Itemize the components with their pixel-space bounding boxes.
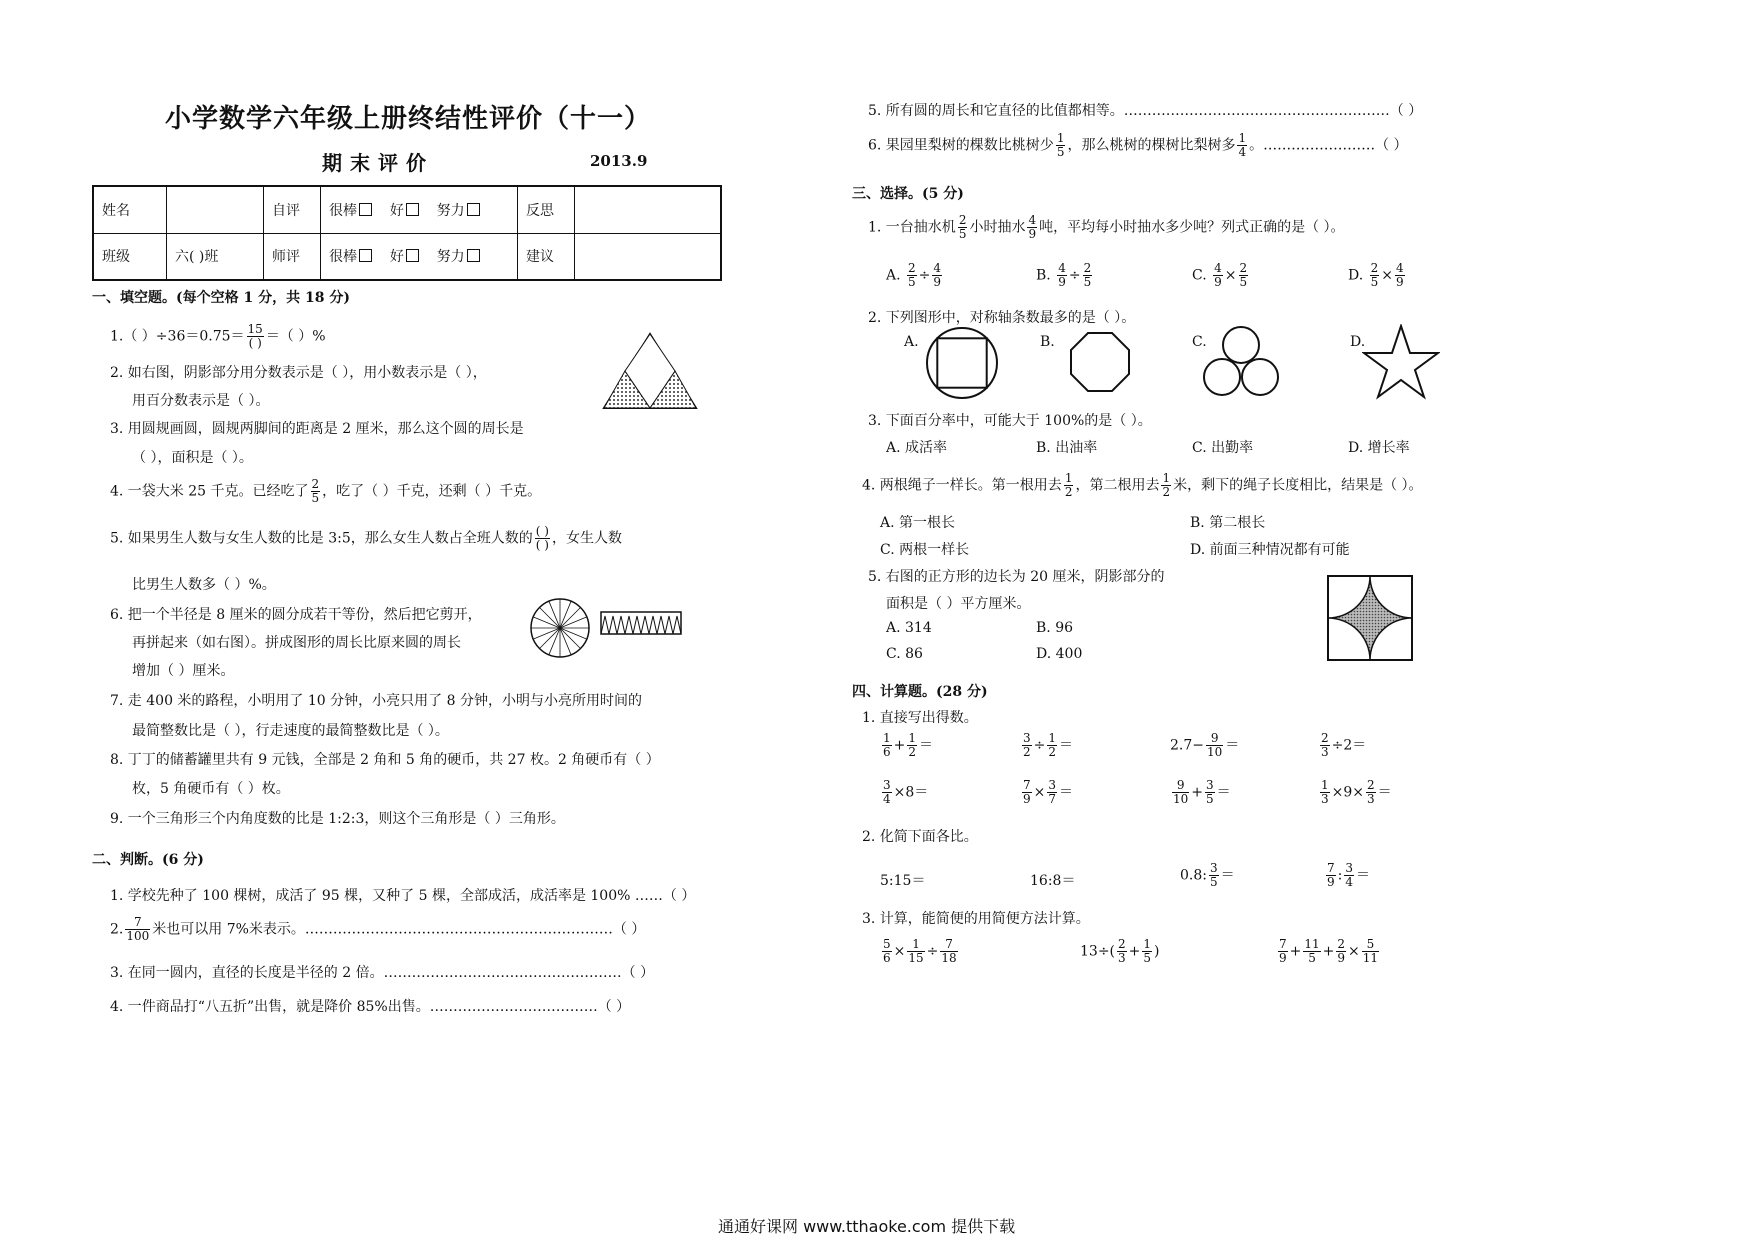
section-calc-heading: 四、计算题。(28 分) [852,684,988,700]
calc-subheading-1: 1. 直接写出得数。 [862,710,978,726]
choice-3-4-d[interactable]: D. 前面三种情况都有可能 [1190,542,1350,558]
question-1-1: 1.（ ）÷36＝0.75＝ $\frac{15}{( )}$ ＝（ ）% [110,322,326,350]
choice-3-1-a[interactable]: A. $\frac{2}{5}$ ÷ $\frac{4}{9}$ [886,261,942,289]
page-title: 小学数学六年级上册终结性评价（十一） [165,104,652,134]
ratio-2-3: 0.8: $\frac{3}{5}$ ＝ [1180,861,1235,889]
checkbox-good[interactable] [406,249,419,262]
triangle-shaded-figure [600,330,700,412]
question-3-1: 1. 一台抽水机 $\frac{2}{5}$ 小时抽水 $\frac{4}{9}$ 吨，平均每小时抽水多少吨？列式正确的是（ ）。 [868,213,1345,241]
choice-3-1-c[interactable]: C. $\frac{4}{9}$ × $\frac{2}{5}$ [1192,261,1248,289]
teacher-eval-options: 很棒 好 努力 [321,233,518,280]
question-1-2-line2: 用百分数表示是（ ）。 [132,393,270,409]
teacher-eval-label: 师评 [264,233,321,280]
choice-3-3-b[interactable]: B. 出油率 [1036,440,1098,456]
three-circles-figure [1200,324,1282,400]
question-1-6-line1: 6. 把一个半径是 8 厘米的圆分成若干等份，然后把它剪开， [110,607,482,623]
square-quarter-circles-figure [1326,574,1414,662]
name-label: 姓名 [93,186,167,233]
choice-3-4-c[interactable]: C. 两根一样长 [880,542,970,558]
checkbox-good[interactable] [406,203,419,216]
suggest-label: 建议 [518,233,575,280]
exam-date: 2013.9 [590,152,648,170]
choice-3-2-d-label[interactable]: D. [1350,334,1366,350]
choice-3-3-c[interactable]: C. 出勤率 [1192,440,1254,456]
footer-source: 通通好课网 www.tthaoke.com 提供下载 [718,1217,1016,1236]
calc-1-5: $\frac{3}{4}$ ×8＝ [883,778,929,806]
checkbox-great[interactable] [359,203,372,216]
calc-3-1: $\frac{5}{6}$ × $\frac{1}{15}$ ÷ $\frac{7}{18}$ [883,937,957,965]
reflect-label: 反思 [518,186,575,233]
question-1-5-line1: 5. 如果男生人数与女生人数的比是 3:5，那么女生人数占全班人数的 $\frac{( )}{( )}$ ，女生人数 [110,524,622,552]
choice-3-4-a[interactable]: A. 第一根长 [880,515,956,531]
calc-1-7: $\frac{9}{10}$ + $\frac{3}{5}$ ＝ [1173,778,1231,806]
circle-square-figure [922,324,1002,402]
student-info-table [92,185,722,281]
choice-3-2-c-label[interactable]: C. [1192,334,1207,350]
question-1-3-line2: （ ），面积是（ ）。 [132,450,253,466]
question-3-5-line2: 面积是（ ）平方厘米。 [886,596,1031,612]
question-2-3: 3. 在同一圆内，直径的长度是半径的 2 倍。……………………………………………（ ） [110,965,655,981]
question-3-5-line1: 5. 右图的正方形的边长为 20 厘米，阴影部分的 [868,569,1165,585]
ratio-2-4: $\frac{7}{9}$ : $\frac{3}{4}$ ＝ [1327,861,1370,889]
ratio-2-1: 5:15＝ [880,873,926,889]
question-1-7-line2: 最简整数比是（ ），行走速度的最简整数比是（ ）。 [132,723,449,739]
choice-3-4-b[interactable]: B. 第二根长 [1190,515,1266,531]
calc-subheading-3: 3. 计算，能简便的用简便方法计算。 [862,911,1090,927]
choice-3-5-c[interactable]: C. 86 [886,646,923,662]
question-2-6: 6. 果园里梨树的棵数比桃树少 $\frac{1}{5}$ ，那么桃树的棵树比梨树多 $\frac{1}{4}$ 。……………………（ ） [868,131,1408,159]
checkbox-effort[interactable] [467,203,480,216]
question-3-4: 4. 两根绳子一样长。第一根用去 $\frac{1}{2}$ ，第二根用去 $\frac{1}{2}$ 米，剩下的绳子长度相比，结果是（ ）。 [862,471,1423,499]
calc-3-2: 13÷( $\frac{2}{3}$ + $\frac{1}{5}$ ) [1080,937,1160,965]
section-choice-heading: 三、选择。(5 分) [852,186,964,202]
suggest-field[interactable] [575,233,722,280]
question-2-2: 2. $\frac{7}{100}$ 米也可以用 7%米表示。…………………………………………………………（ ） [110,915,646,943]
class-field[interactable]: 六( )班 [167,233,264,280]
question-3-2: 2. 下列图形中，对称轴条数最多的是（ ）。 [868,310,1136,326]
question-1-3-line1: 3. 用圆规画圆，圆规两脚间的距离是 2 厘米，那么这个圆的周长是 [110,421,524,437]
octagon-figure [1068,330,1132,394]
choice-3-5-b[interactable]: B. 96 [1036,620,1074,636]
section-fill-blank-heading: 一、填空题。(每个空格 1 分，共 18 分) [92,290,350,306]
question-1-7-line1: 7. 走 400 米的路程，小明用了 10 分钟，小亮只用了 8 分钟，小明与小亮所用时间的 [110,693,642,709]
rearranged-strip-figure [600,608,682,638]
choice-3-2-b-label[interactable]: B. [1040,334,1055,350]
choice-3-3-a[interactable]: A. 成活率 [886,440,948,456]
self-eval-options: 很棒 好 努力 [321,186,518,233]
question-1-2-line1: 2. 如右图，阴影部分用分数表示是（ ），用小数表示是（ ）， [110,365,487,381]
checkbox-great[interactable] [359,249,372,262]
checkbox-effort[interactable] [467,249,480,262]
question-1-9: 9. 一个三角形三个内角度数的比是 1:2:3，则这个三角形是（ ）三角形。 [110,811,565,827]
choice-3-1-d[interactable]: D. $\frac{2}{5}$ × $\frac{4}{9}$ [1348,261,1404,289]
calc-1-2: $\frac{3}{2}$ ÷ $\frac{1}{2}$ ＝ [1023,731,1074,759]
calc-3-3: $\frac{7}{9}$ + $\frac{11}{5}$ + $\frac{2}{9}$ × $\frac{5}{11}$ [1279,937,1379,965]
question-2-4: 4. 一件商品打“八五折”出售，就是降价 85%出售。………………………………（ ） [110,999,631,1015]
page-subtitle: 期末评价 [322,151,434,175]
divided-circle-figure [528,596,592,660]
question-1-5-line2: 比男生人数多（ ）%。 [132,577,276,593]
calc-1-8: $\frac{1}{3}$ ×9× $\frac{2}{3}$ ＝ [1321,778,1392,806]
choice-3-2-a-label[interactable]: A. [904,334,919,350]
reflect-field[interactable] [575,186,722,233]
choice-3-1-b[interactable]: B. $\frac{4}{9}$ ÷ $\frac{2}{5}$ [1036,261,1092,289]
question-1-8-line1: 8. 丁丁的储蓄罐里共有 9 元钱，全部是 2 角和 5 角的硬币，共 27 枚。2 角硬币有（ ） [110,752,660,768]
question-1-6-line3: 增加（ ）厘米。 [132,663,235,679]
choice-3-3-d[interactable]: D. 增长率 [1348,440,1410,456]
choice-3-5-a[interactable]: A. 314 [886,620,932,636]
question-2-1: 1. 学校先种了 100 棵树，成活了 95 棵，又种了 5 棵，全部成活，成活率是 100% ……（ ） [110,888,696,904]
choice-3-5-d[interactable]: D. 400 [1036,646,1083,662]
calc-1-6: $\frac{7}{9}$ × $\frac{3}{7}$ ＝ [1023,778,1074,806]
section-true-false-heading: 二、判断。(6 分) [92,852,204,868]
calc-1-1: $\frac{1}{6}$ + $\frac{1}{2}$ ＝ [883,731,934,759]
question-3-3: 3. 下面百分率中，可能大于 100%的是（ ）。 [868,413,1152,429]
question-1-4: 4. 一袋大米 25 千克。已经吃了 $\frac{2}{5}$ ，吃了（ ）千克，还剩（ ）千克。 [110,477,542,505]
calc-1-4: $\frac{2}{3}$ ÷2＝ [1321,731,1367,759]
calc-1-3: 2.7− $\frac{9}{10}$ ＝ [1170,731,1240,759]
calc-subheading-2: 2. 化简下面各比。 [862,829,978,845]
star-figure [1362,324,1440,400]
self-eval-label: 自评 [264,186,321,233]
ratio-2-2: 16:8＝ [1030,873,1076,889]
question-1-6-line2: 再拼起来（如右图）。拼成图形的周长比原来圆的周长 [132,635,461,651]
question-1-8-line2: 枚，5 角硬币有（ ）枚。 [132,781,290,797]
class-label: 班级 [93,233,167,280]
question-2-5: 5. 所有圆的周长和它直径的比值都相等。…………………………………………………（ ） [868,103,1423,119]
name-field[interactable] [167,186,264,233]
